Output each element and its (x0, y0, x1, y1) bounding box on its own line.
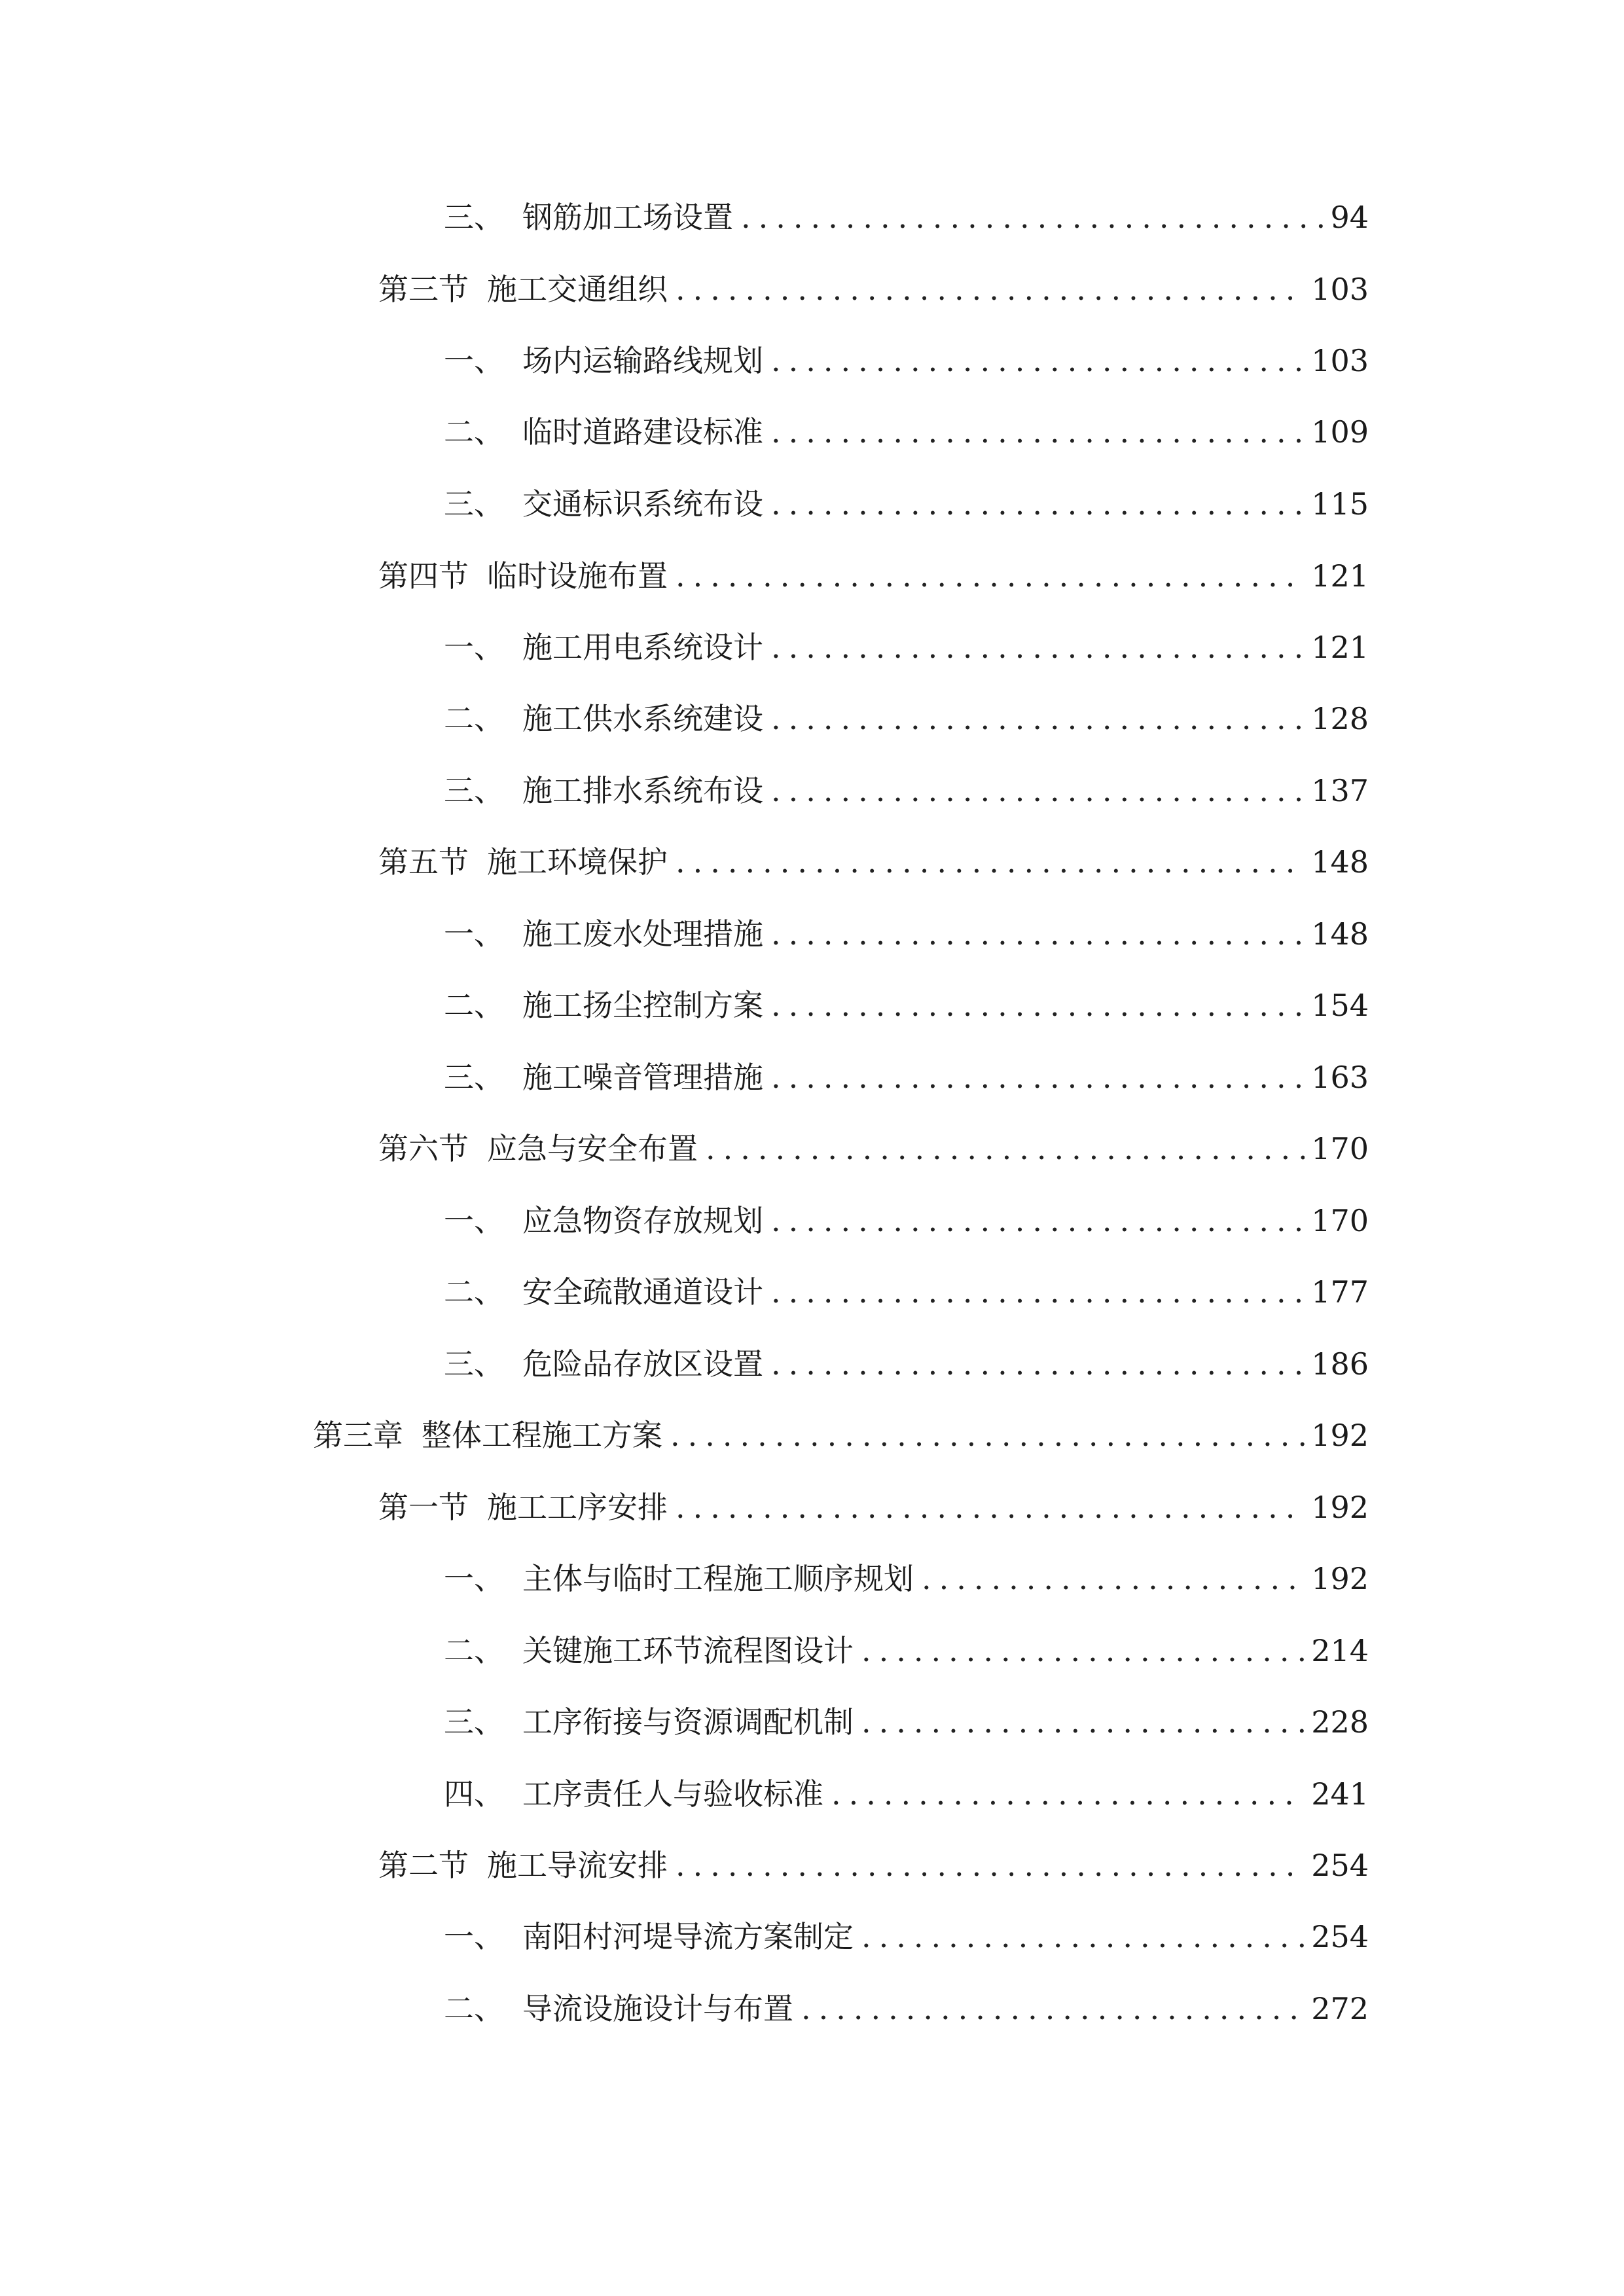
toc-dot-leader (771, 621, 1305, 673)
toc-entry-page: 228 (1311, 1704, 1369, 1740)
toc-entry-title: 关键施工环节流程图设计 (522, 1633, 854, 1668)
toc-entry-number: 三、 (444, 1346, 504, 1382)
toc-dot-leader (771, 406, 1305, 458)
toc-dot-leader (706, 1122, 1305, 1175)
toc-entry[interactable] (378, 550, 1369, 602)
toc-entry[interactable] (444, 908, 1369, 960)
toc-dot-leader (922, 1552, 1305, 1605)
toc-entry-title: 应急物资存放规划 (522, 1203, 763, 1238)
toc-entry-title: 临时道路建设标准 (522, 414, 763, 450)
toc-dot-leader (771, 1266, 1305, 1318)
toc-entry-page: 128 (1311, 701, 1369, 736)
toc-entry-title: 施工交通组织 (487, 272, 668, 307)
toc-dot-leader (771, 1338, 1305, 1390)
toc-entry[interactable] (444, 692, 1369, 745)
toc-entry[interactable] (444, 1982, 1369, 2035)
toc-entry-page: 121 (1311, 558, 1369, 594)
toc-entry[interactable] (444, 191, 1369, 243)
toc-dot-leader (861, 1910, 1305, 1963)
toc-entry-number: 三、 (444, 773, 504, 808)
toc-entry-page: 177 (1311, 1274, 1369, 1310)
toc-entry-page: 272 (1311, 1991, 1369, 2026)
toc-entry[interactable] (444, 1552, 1369, 1605)
toc-entry-page: 192 (1311, 1490, 1369, 1525)
toc-entry-title: 南阳村河堤导流方案制定 (522, 1919, 854, 1954)
toc-entry-title: 工序衔接与资源调配机制 (522, 1704, 854, 1740)
toc-entry-number: 一、 (444, 343, 504, 378)
toc-entry-title: 应急与安全布置 (487, 1131, 698, 1166)
toc-dot-leader (676, 263, 1305, 315)
toc-entry-number: 三、 (444, 200, 504, 235)
toc-entry-page: 115 (1311, 486, 1369, 522)
toc-entry[interactable] (378, 1481, 1369, 1534)
toc-dot-leader (771, 1194, 1305, 1247)
toc-entry-title: 危险品存放区设置 (522, 1346, 763, 1382)
toc-entry-page: 109 (1311, 414, 1369, 450)
toc-entry[interactable] (444, 979, 1369, 1031)
toc-entry-number: 第二节 (378, 1848, 469, 1883)
toc-entry-page: 170 (1311, 1203, 1369, 1238)
toc-entry-number: 三、 (444, 1060, 504, 1095)
toc-entry[interactable] (444, 1051, 1369, 1103)
toc-entry-page: 121 (1311, 630, 1369, 665)
toc-entry-number: 二、 (444, 1274, 504, 1310)
toc-entry-title: 施工噪音管理措施 (522, 1060, 763, 1095)
toc-entry-number: 二、 (444, 701, 504, 736)
toc-entry-number: 二、 (444, 1991, 504, 2026)
toc-entry-number: 第三章 (313, 1418, 403, 1453)
toc-entry-page: 163 (1311, 1060, 1369, 1095)
toc-entry[interactable] (444, 1696, 1369, 1748)
toc-entry-number: 四、 (444, 1776, 504, 1812)
toc-entry[interactable] (444, 1910, 1369, 1963)
toc-entry-page: 154 (1311, 988, 1369, 1023)
toc-dot-leader (831, 1768, 1305, 1820)
toc-dot-leader (771, 1051, 1305, 1103)
toc-entry[interactable] (378, 263, 1369, 315)
toc-entry[interactable] (444, 1624, 1369, 1677)
toc-dot-leader (861, 1624, 1305, 1677)
toc-dot-leader (741, 191, 1324, 243)
toc-entry[interactable] (444, 621, 1369, 673)
toc-entry-number: 一、 (444, 1919, 504, 1954)
toc-dot-leader (771, 979, 1305, 1031)
toc-entry[interactable] (444, 1266, 1369, 1318)
toc-entry[interactable] (444, 1338, 1369, 1390)
toc-entry-title: 施工废水处理措施 (522, 916, 763, 952)
toc-entry-title: 场内运输路线规划 (522, 343, 763, 378)
toc-entry-page: 186 (1311, 1346, 1369, 1382)
toc-entry-page: 103 (1311, 272, 1369, 307)
toc-entry-number: 三、 (444, 1704, 504, 1740)
toc-entry[interactable] (444, 406, 1369, 458)
toc-entry-title: 施工环境保护 (487, 844, 668, 880)
toc-entry-title: 主体与临时工程施工顺序规划 (522, 1561, 914, 1596)
toc-entry[interactable] (444, 334, 1369, 387)
toc-entry[interactable] (444, 478, 1369, 530)
toc-dot-leader (771, 692, 1305, 745)
toc-entry-number: 三、 (444, 486, 504, 522)
toc-dot-leader (771, 908, 1305, 960)
toc-entry-title: 临时设施布置 (487, 558, 668, 594)
toc-entry-number: 第一节 (378, 1490, 469, 1525)
toc-entry-number: 一、 (444, 916, 504, 952)
toc-entry-title: 钢筋加工场设置 (522, 200, 733, 235)
toc-dot-leader (861, 1696, 1305, 1748)
toc-entry-number: 二、 (444, 414, 504, 450)
toc-entry-number: 一、 (444, 1203, 504, 1238)
toc-entry-number: 二、 (444, 1633, 504, 1668)
toc-entry-page: 94 (1330, 200, 1369, 235)
toc-entry[interactable] (378, 836, 1369, 888)
toc-entry-page: 148 (1311, 916, 1369, 952)
toc-entry-page: 103 (1311, 343, 1369, 378)
toc-entry-title: 施工用电系统设计 (522, 630, 763, 665)
toc-entry-number: 第六节 (378, 1131, 469, 1166)
toc-entry-number: 第三节 (378, 272, 469, 307)
toc-entry-title: 施工供水系统建设 (522, 701, 763, 736)
toc-entry[interactable] (444, 1768, 1369, 1820)
toc-entry-title: 施工扬尘控制方案 (522, 988, 763, 1023)
toc-dot-leader (771, 478, 1305, 530)
toc-entry-page: 192 (1311, 1418, 1369, 1453)
toc-entry-page: 254 (1311, 1848, 1369, 1883)
toc-entry-page: 148 (1311, 844, 1369, 880)
toc-dot-leader (676, 1839, 1305, 1892)
toc-entry-title: 施工工序安排 (487, 1490, 668, 1525)
toc-entry-title: 施工排水系统布设 (522, 773, 763, 808)
toc-entry-number: 一、 (444, 630, 504, 665)
toc-dot-leader (676, 1481, 1305, 1534)
toc-entry-page: 137 (1311, 773, 1369, 808)
toc-dot-leader (771, 334, 1305, 387)
toc-entry[interactable] (313, 1409, 1369, 1462)
toc-entry-title: 导流设施设计与布置 (522, 1991, 793, 2026)
toc-entry[interactable] (444, 1194, 1369, 1247)
toc-entry-number: 二、 (444, 988, 504, 1023)
toc-entry[interactable] (378, 1122, 1369, 1175)
toc-entry-title: 施工导流安排 (487, 1848, 668, 1883)
toc-dot-leader (771, 764, 1305, 817)
toc-entry-page: 214 (1311, 1633, 1369, 1668)
toc-entry-page: 192 (1311, 1561, 1369, 1596)
toc-entry-title: 工序责任人与验收标准 (522, 1776, 823, 1812)
toc-entry-title: 整体工程施工方案 (422, 1418, 662, 1453)
toc-entry-number: 第四节 (378, 558, 469, 594)
toc-entry-page: 170 (1311, 1131, 1369, 1166)
toc-entry-page: 241 (1311, 1776, 1369, 1812)
toc-entry-title: 安全疏散通道设计 (522, 1274, 763, 1310)
toc-dot-leader (670, 1409, 1305, 1462)
toc-dot-leader (801, 1982, 1305, 2035)
toc-entry-title: 交通标识系统布设 (522, 486, 763, 522)
toc-entry-number: 一、 (444, 1561, 504, 1596)
toc-dot-leader (676, 836, 1305, 888)
toc-entry[interactable] (378, 1839, 1369, 1892)
toc-entry-number: 第五节 (378, 844, 469, 880)
toc-entry[interactable] (444, 764, 1369, 817)
toc-dot-leader (676, 550, 1305, 602)
toc-entry-page: 254 (1311, 1919, 1369, 1954)
